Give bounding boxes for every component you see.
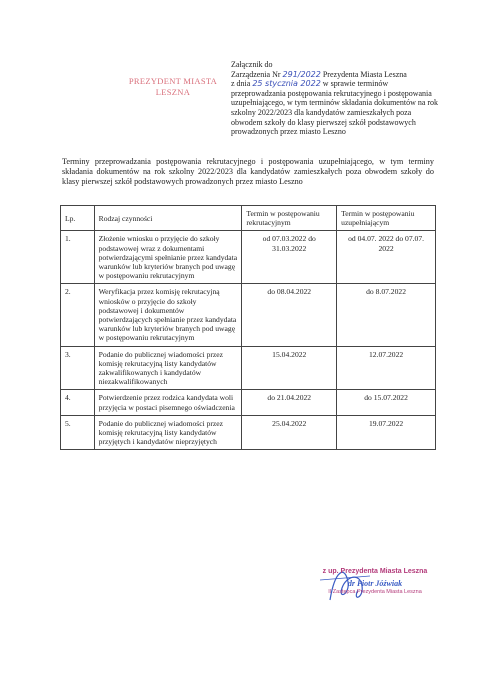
signatory-name: dr Piotr Jóźwiak (347, 579, 403, 588)
row-term-recruitment: 25.04.2022 (242, 415, 337, 450)
row-term-recruitment: do 08.04.2022 (242, 284, 337, 346)
row-activity: Weryfikacja przez komisję rekrutacyjną wniosków o przyjęcie do szkoły podstawowej i dokumentów potwierdzających spełnianie przez kandydata warunków lub kryteriów branych pod uwagę w postępowaniu rekrutacyjnym (94, 284, 242, 346)
annex-date-suffix: w sprawie terminów (322, 79, 389, 89)
table-header-row (61, 206, 436, 231)
table-row (61, 284, 436, 346)
header-term-supplementary: Termin w postępowaniu uzupełniającym (337, 206, 436, 231)
table-row (61, 231, 436, 284)
annex-line-2 (231, 70, 443, 80)
stamp-line-1: PREZYDENT MIASTA (128, 76, 218, 86)
row-lp: 5. (61, 415, 95, 450)
row-term-recruitment: od 07.03.2022 do 31.03.2022 (242, 231, 337, 284)
schedule-table (60, 205, 436, 450)
annex-date-prefix: z dnia (231, 79, 251, 89)
signature-authorization: z up. Prezydenta Miasta Leszna (322, 568, 428, 575)
issuer-stamp (118, 76, 228, 98)
stamp-line-2: LESZNA (155, 87, 191, 97)
row-term-supplementary: od 04.07. 2022 do 07.07. 2022 (337, 231, 436, 284)
row-lp: 4. (61, 390, 95, 415)
row-term-supplementary: do 15.07.2022 (337, 390, 436, 415)
row-activity: Złożenie wniosku o przyjęcie do szkoły podstawowej wraz z dokumentami potwierdzającymi spełnianie przez kandydata warunków lub kryteriów branych pod uwagę w postępowaniu rekrutacyjnym (94, 231, 242, 284)
document-intro: Terminy przeprowadzania postępowania rekrutacyjnego i postępowania uzupełniającego, w tym terminy składania dokumentów na rok szkolny 2022/2023 dla kandydatów zamieszkałych poza obwodem szkoły do klasy pierwszej szkół podstawowych prowadzonych przez miasto Leszno (62, 157, 434, 186)
handwritten-date: 25 stycznia 2022 (252, 79, 321, 89)
annex-line-1: Załącznik do (231, 60, 273, 69)
annex-header (231, 60, 443, 137)
row-activity: Podanie do publicznej wiadomości przez komisję rekrutacyjną listy kandydatów zakwalifikowanych i kandydatów niezakwalifikowanych (94, 346, 242, 390)
row-activity: Potwierdzenie przez rodzica kandydata woli przyjęcia w postaci pisemnego oświadczenia (94, 390, 242, 415)
row-lp: 2. (61, 284, 95, 346)
row-term-supplementary: 12.07.2022 (337, 346, 436, 390)
annex-order-prefix: Zarządzenia Nr (231, 69, 281, 79)
signature-block (300, 568, 450, 595)
annex-line-3 (231, 79, 443, 89)
row-activity: Podanie do publicznej wiadomości przez komisję rekrutacyjną listy kandydatów przyjętych i kandydatów nieprzyjętych (94, 415, 242, 450)
header-term-recruitment: Termin w postępowaniu rekrutacyjnym (242, 206, 337, 231)
row-term-recruitment: do 21.04.2022 (242, 390, 337, 415)
annex-order-suffix: Prezydenta Miasta Leszna (322, 69, 407, 79)
row-term-supplementary: 19.07.2022 (337, 415, 436, 450)
table-row (61, 346, 436, 390)
handwritten-order-number: 291/2022 (282, 69, 321, 79)
table-row (61, 415, 436, 450)
table-row (61, 390, 436, 415)
header-lp: Lp. (61, 206, 95, 231)
row-term-supplementary: do 8.07.2022 (337, 284, 436, 346)
annex-subject: przeprowadzania postępowania rekrutacyjnego i postępowania uzupełniającego, w tym terminów składania dokumentów na rok szkolny 2022/2023 dla kandydatów zamieszkałych poza obwodem szkoły do klasy pierwszej szkół podstawowych prowadzonych przez miasto Leszno (231, 88, 439, 137)
header-activity: Rodzaj czynności (94, 206, 242, 231)
signatory-title: II Zastępca Prezydenta Miasta Leszna (328, 589, 422, 595)
row-term-recruitment: 15.04.2022 (242, 346, 337, 390)
row-lp: 3. (61, 346, 95, 390)
row-lp: 1. (61, 231, 95, 284)
